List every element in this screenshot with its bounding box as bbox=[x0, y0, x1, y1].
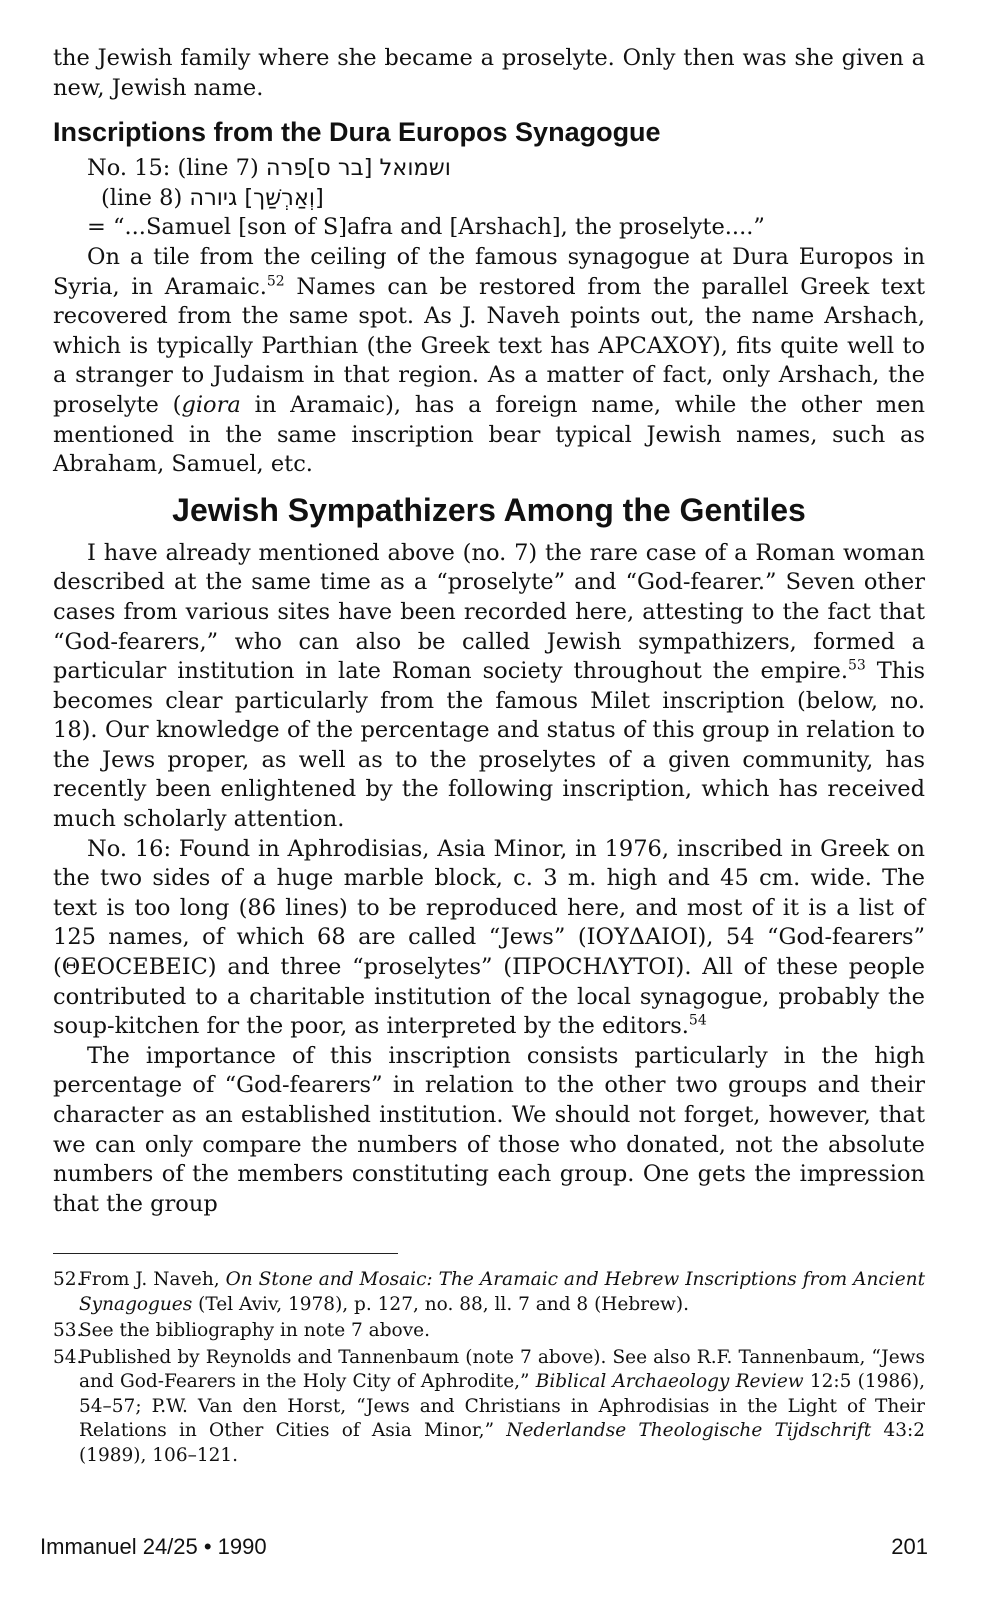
section-heading-dura-europos: Inscriptions from the Dura Europos Synagogue bbox=[53, 117, 661, 148]
footnote-divider bbox=[53, 1253, 398, 1254]
section-heading-sympathizers: Jewish Sympathizers Among the Gentiles bbox=[172, 491, 806, 528]
sympathizers-paragraph-1: I have already mentioned above (no. 7) the rare case of a Roman woman described at the same time as a “proselyte” and “God-fearer.” Seven other cases from various sites have been recorded here, attesting to the fact that “God-fearers,” who can also be called Jewish sympathizers, formed a particular institution in late Roman society throughout the empire.$^{53}$ This becomes clear particularly from the famous Milet inscription (below, no. 18). Our knowledge of the percentage and status of this group in relation to the Jews proper, as well as to the proselytes of a given community, has recently been enlightened by the following inscription, which has received much scholarly attention. bbox=[53, 539, 925, 833]
footnote-ref-53[interactable]: 53 bbox=[847, 657, 866, 674]
inscription-line-7: No. 15: (line 7) ושמואל [בר ס]פרה bbox=[87, 155, 451, 182]
footnote-54: 54. Published by Reynolds and Tannenbaum (note 7 above). See also R.F. Tannenbaum, “Jews and God-Fearers in the Holy City of Aphrodite,” Biblical Archaeology Review 12:5 (1986), 54–57; P.W. Van den Horst, “Jews and Christians in Aphrodisias in the Light of Their Relations in Other Cities of Asia Minor,” Nederlandse Theologische Tijdschrift 43:2 (1989), 106–121. bbox=[53, 1346, 926, 1466]
footnote-52: 52. From J. Naveh, On Stone and Mosaic: The Aramaic and Hebrew Inscriptions from Ancient Synagogues (Tel Aviv, 1978), p. 127, no. 88, ll. 7 and 8 (Hebrew). bbox=[53, 1269, 925, 1315]
page-footer bbox=[40, 1534, 928, 1560]
page-body bbox=[53, 44, 925, 1219]
journal-citation: Immanuel 24/25 • 1990 bbox=[40, 1534, 267, 1559]
inscription-block bbox=[53, 154, 925, 243]
dura-paragraph: On a tile from the ceiling of the famous synagogue at Dura Europos in Syria, in Aramaic.$^{52}$ Names can be restored from the parallel Greek text recovered from the same spot. As J. Naveh points out, the name Arshach, which is typically Parthian (the Greek text has APCAXOY), fits quite well to a stranger to Judaism in that region. As a matter of fact, only Arshach, the proselyte (giora in Aramaic), has a foreign name, while the other men mentioned in the same inscription bear typical Jewish names, such as Abraham, Samuel, etc. bbox=[53, 243, 925, 478]
hebrew-text-line-8: [וְאַרְשַׁך] גיורה bbox=[189, 184, 324, 211]
sympathizers-paragraph-2: No. 16: Found in Aphrodisias, Asia Minor, in 1976, inscribed in Greek on the two sides of a huge marble block, c. 3 m. high and 45 cm. wide. The text is too long (86 lines) to be reproduced here, and most of it is a list of 125 names, of which 68 are called “Jews” (IOYΔAIOI), 54 “God-fearers” (ΘEOCEBEIC) and three “proselytes” (ΠPOCHΛYTOI). All of these people contributed to a charitable institution of the local synagogue, probably the soup-kitchen for the poor, as interpreted by the editors.$^{54}$ bbox=[53, 835, 925, 1040]
inscription-line-8: (line 8) [וְאַרְשַׁך] גיורה bbox=[101, 184, 324, 211]
footnote-ref-52[interactable]: 52 bbox=[266, 273, 285, 290]
footnote-ref-54[interactable]: 54 bbox=[688, 1012, 707, 1029]
page-number: 201 bbox=[891, 1534, 928, 1559]
sympathizers-paragraph-3: The importance of this inscription consists particularly in the high percentage of “God-fearers” in relation to the other two groups and their character as an established institution. We should not forget, however, that we can only compare the numbers of those who donated, not the absolute numbers of the members constituting each group. One gets the impression that the group bbox=[53, 1042, 925, 1217]
intro-paragraph: the Jewish family where she became a proselyte. Only then was she given a new, Jewish name. bbox=[53, 45, 925, 101]
hebrew-text-line-7: ושמואל [בר ס]פרה bbox=[265, 155, 451, 182]
footnotes bbox=[53, 1268, 925, 1470]
inscription-translation: = “...Samuel [son of S]afra and [Arshach], the proselyte....” bbox=[87, 214, 765, 241]
footnote-53: 53. See the bibliography in note 7 above. bbox=[53, 1320, 430, 1341]
